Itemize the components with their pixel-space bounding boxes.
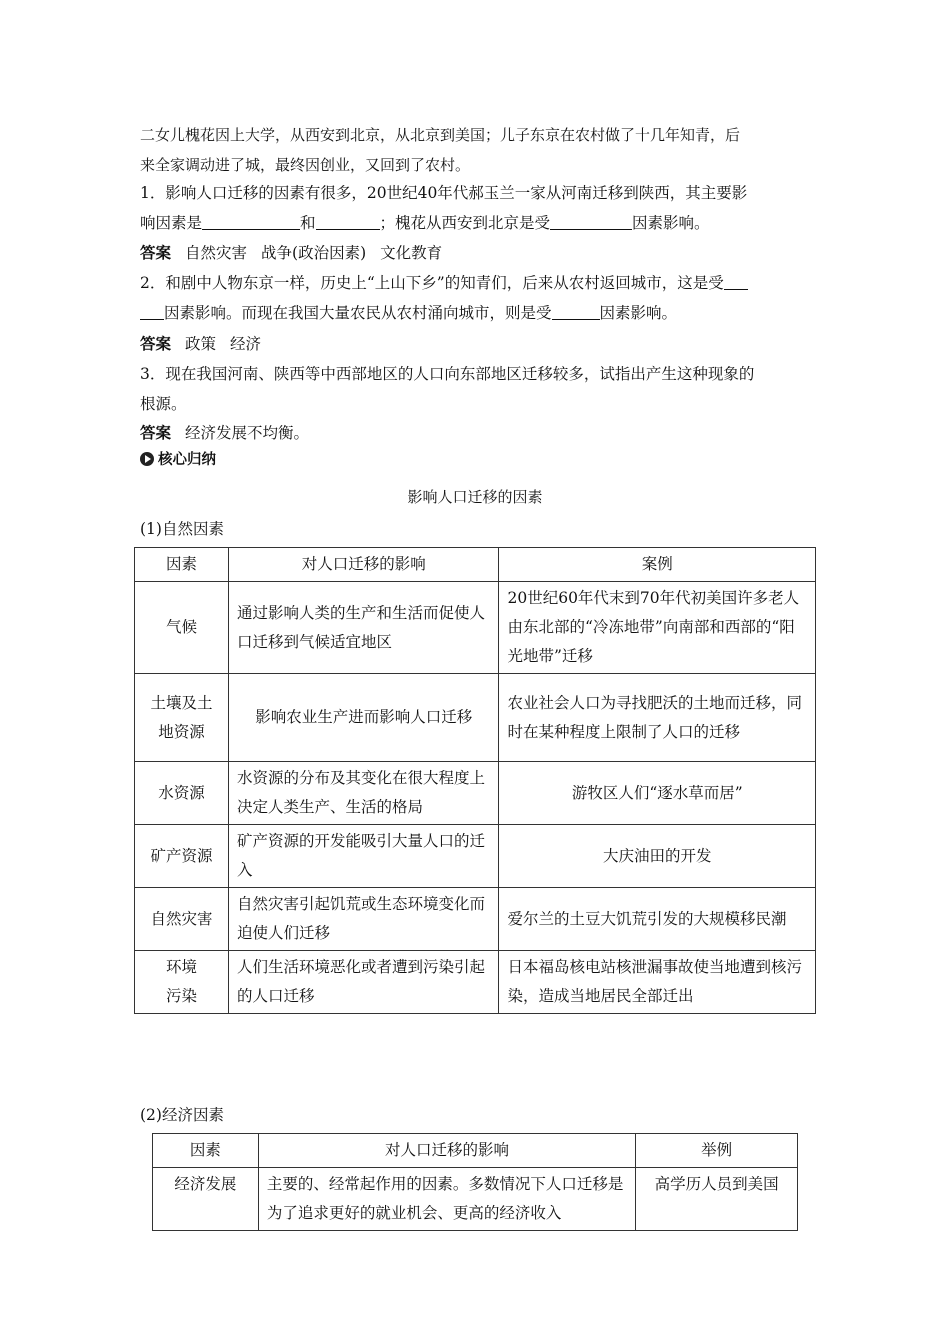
q2-line2b: 因素影响。 — [599, 304, 678, 322]
answer-blank[interactable] — [550, 213, 632, 230]
table-row — [135, 825, 816, 888]
factor-cell: 土壤及土地资源 — [135, 674, 229, 762]
table-row — [135, 582, 816, 674]
answer-item: 经济 — [230, 335, 262, 353]
answer-3 — [140, 418, 812, 448]
answer-label: 答案 — [140, 244, 172, 262]
question-2 — [140, 268, 812, 328]
answer-2 — [140, 329, 812, 359]
case-cell: 农业社会人口为寻找肥沃的土地而迁移，同时在某种程度上限制了人口的迁移 — [499, 674, 816, 762]
case-cell: 20世纪60年代末到70年代初美国许多老人由东北部的“冷冻地带”向南部和西部的“阳光地带”迁移 — [499, 582, 816, 674]
table-row — [135, 888, 816, 951]
answer-label: 答案 — [140, 424, 172, 442]
intro-line: 二女儿槐花因上大学，从西安到北京，从北京到美国；儿子东京在农村做了十几年知青，后 — [140, 126, 741, 144]
table-row — [135, 951, 816, 1014]
impact-cell: 通过影响人类的生产和生活而促使人口迁移到气候适宜地区 — [228, 582, 499, 674]
table-header-row — [153, 1134, 798, 1168]
play-circle-icon — [140, 452, 154, 466]
natural-factors-table — [134, 547, 816, 1014]
case-cell: 日本福岛核电站核泄漏事故使当地遭到核污染，造成当地居民全部迁出 — [499, 951, 816, 1014]
section-heading — [140, 448, 216, 469]
table-header-row — [135, 548, 816, 582]
impact-cell: 自然灾害引起饥荒或生态环境变化而迫使人们迁移 — [228, 888, 499, 951]
case-cell: 游牧区人们“逐水草而居” — [499, 762, 816, 825]
answer-1 — [140, 238, 812, 268]
answer-blank[interactable] — [316, 213, 380, 230]
factor-cell: 自然灾害 — [135, 888, 229, 951]
intro-line: 来全家调动进了城，最终因创业，又回到了农村。 — [140, 156, 471, 174]
case-cell: 爱尔兰的土豆大饥荒引发的大规模移民潮 — [499, 888, 816, 951]
table-row — [135, 674, 816, 762]
factor-cell: 水资源 — [135, 762, 229, 825]
answer-item: 战争(政治因素) — [261, 244, 367, 262]
answer-blank[interactable] — [724, 273, 748, 290]
economic-factors-table — [152, 1133, 798, 1231]
q1-suffix: 因素影响。 — [632, 214, 710, 232]
section-heading-text: 核心归纳 — [158, 452, 216, 468]
impact-cell: 矿产资源的开发能吸引大量人口的迁入 — [228, 825, 499, 888]
question-2-line2 — [140, 298, 812, 328]
question-1-line2 — [140, 208, 812, 238]
header-cell: 举例 — [636, 1134, 798, 1168]
factor-cell: 环境污染 — [135, 951, 229, 1014]
natural-title: (1)自然因素 — [140, 520, 224, 538]
impact-cell: 人们生活环境恶化或者遭到污染引起的人口迁移 — [228, 951, 499, 1014]
case-cell: 大庆油田的开发 — [499, 825, 816, 888]
answer-text: 经济发展不均衡。 — [185, 424, 310, 442]
question-1 — [140, 178, 812, 238]
factor-cell: 矿产资源 — [135, 825, 229, 888]
header-cell: 对人口迁移的影响 — [258, 1134, 635, 1168]
example-cell: 高学历人员到美国 — [636, 1168, 798, 1231]
q2-line1-text: 2．和剧中人物东京一样，历史上“上山下乡”的知青们，后来从农村返回城市，这是受 — [140, 274, 724, 292]
header-cell: 因素 — [135, 548, 229, 582]
answer-item: 政策 — [185, 335, 217, 353]
table-row — [153, 1168, 798, 1231]
q2-line2a: 因素影响。而现在我国大量农民从农村涌向城市，则是受 — [164, 304, 552, 322]
question-1-line1: 1．影响人口迁移的因素有很多，20世纪40年代郝玉兰一家从河南迁移到陕西，其主要影 — [140, 184, 748, 202]
intro-paragraph — [140, 120, 812, 180]
question-2-line1 — [140, 268, 812, 298]
economic-title: (2)经济因素 — [140, 1106, 224, 1124]
impact-cell: 影响农业生产进而影响人口迁移 — [228, 674, 499, 762]
table-row — [135, 762, 816, 825]
header-cell: 因素 — [153, 1134, 259, 1168]
q1-mid1: 和 — [300, 214, 316, 232]
answer-blank[interactable] — [140, 303, 164, 320]
header-cell: 对人口迁移的影响 — [228, 548, 499, 582]
answer-item: 文化教育 — [380, 244, 443, 262]
impact-cell: 主要的、经常起作用的因素。多数情况下人口迁移是为了追求更好的就业机会、更高的经济收入 — [258, 1168, 635, 1231]
question-3-line2: 根源。 — [140, 395, 187, 413]
answer-blank[interactable] — [552, 303, 600, 320]
factor-cell: 经济发展 — [153, 1168, 259, 1231]
factor-cell: 气候 — [135, 582, 229, 674]
answer-blank[interactable] — [202, 213, 300, 230]
answer-item: 自然灾害 — [185, 244, 248, 262]
q1-prefix: 响因素是 — [140, 214, 203, 232]
header-cell: 案例 — [499, 548, 816, 582]
q1-mid2: ；槐花从西安到北京是受 — [379, 214, 551, 232]
impact-cell: 水资源的分布及其变化在很大程度上决定人类生产、生活的格局 — [228, 762, 499, 825]
answer-label: 答案 — [140, 335, 172, 353]
question-3-line1: 3．现在我国河南、陕西等中西部地区的人口向东部地区迁移较多，试指出产生这种现象的 — [140, 365, 755, 383]
question-3 — [140, 359, 812, 419]
center-title: 影响人口迁移的因素 — [407, 488, 543, 506]
